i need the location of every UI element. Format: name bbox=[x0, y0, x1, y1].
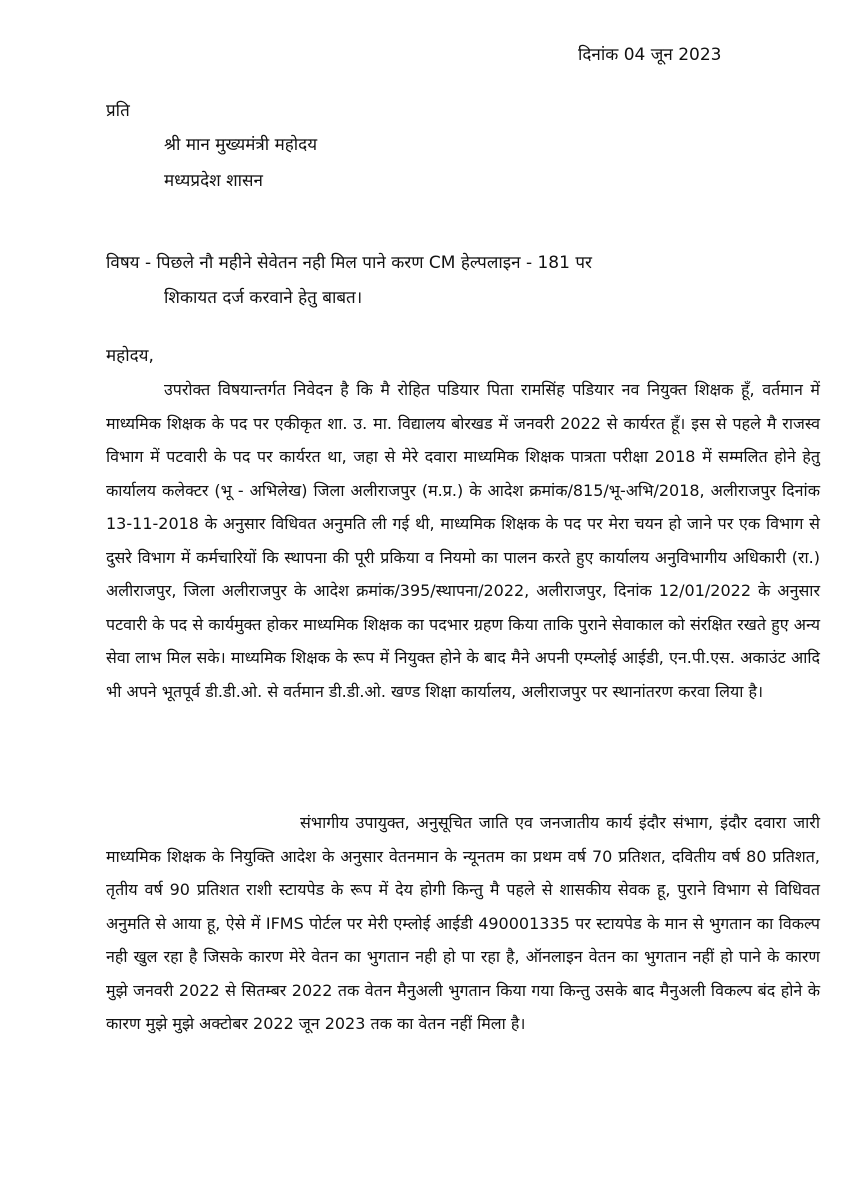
body-paragraph-1: उपरोक्त विषयान्तर्गत निवेदन है कि मै रोहित पडियार पिता रामसिंह पडियार नव नियुक्त शिक्षक हूँ, वर्तमान में माध्यमिक शिक्षक के पद पर एकीकृत शा. उ. मा. विद्यालय बोरखड में जनवरी 2022 से कार्यरत हूँ। इस से पहले मै राजस्व विभाग में पटवारी के पद पर कार्यरत था, जहा से मेरे दवारा माध्यमिक शिक्षक पात्रता परीक्षा 2018 में सम्मलित होने हेतु कार्यालय कलेक्टर (भू - अभिलेख) जिला अलीराजपुर (म.प्र.) के आदेश क्रमांक/815/भू-अभि/2018, अलीराजपुर दिनांक 13-11-2018 के अनुसार विधिवत अनुमति ली गई थी, माध्यमिक शिक्षक के पद पर मेरा चयन हो जाने पर एक विभाग से दुसरे विभाग में कर्मचारियों कि स्थापना की पूरी प्रकिया व नियमो का पालन करते हुए कार्यालय अनुविभागीय अधिकारी (रा.) अलीराजपुर, जिला अलीराजपुर के आदेश क्रमांक/395/स्थापना/2022, अलीराजपुर, दिनांक 12/01/2022 के अनुसार पटवारी के पद से कार्यमुक्त होकर माध्यमिक शिक्षक का पदभार ग्रहण किया ताकि पुराने सेवाकाल को संरक्षित रखते हुए अन्य सेवा लाभ मिल सके। माध्यमिक शिक्षक के रूप में नियुक्त होने के बाद मैने अपनी एम्प्लोई आईडी, एन.पी.एस. अकाउंट आदि भी अपने भूतपूर्व डी.डी.ओ. से वर्तमान डी.डी.ओ. खण्ड शिक्षा कार्यालय, अलीराजपुर पर स्थानांतरण करवा लिया है। bbox=[106, 380, 820, 701]
subject-line-1: विषय - पिछले नौ महीने सेवेतन नही मिल पाने करण CM हेल्पलाइन - 181 पर bbox=[106, 253, 592, 273]
salutation: महोदय, bbox=[106, 346, 154, 366]
to-label: प्रति bbox=[106, 101, 130, 121]
addressee-line-2: मध्यप्रदेश शासन bbox=[164, 171, 263, 191]
addressee-line-1: श्री मान मुख्यमंत्री महोदय bbox=[164, 135, 318, 155]
subject-line-2: शिकायत दर्ज करवाने हेतु बाबत। bbox=[164, 288, 363, 308]
letter-date: दिनांक 04 जून 2023 bbox=[578, 45, 722, 65]
body-paragraph-2: संभागीय उपायुक्त, अनुसूचित जाति एव जनजातीय कार्य इंदौर संभाग, इंदौर दवारा जारी माध्यमिक शिक्षक के नियुक्ति आदेश के अनुसार वेतनमान के न्यूनतम का प्रथम वर्ष 70 प्रतिशत, दवितीय वर्ष 80 प्रतिशत, तृतीय वर्ष 90 प्रतिशत राशी स्टायपेड के रूप में देय होगी किन्तु मै पहले से शासकीय सेवक हू, पुराने विभाग से विधिवत अनुमति से आया हू, ऐसे में IFMS पोर्टल पर मेरी एम्लोई आईडी 490001335 पर स्टायपेड के मान से भुगतान का विकल्प नही खुल रहा है जिसके कारण मेरे वेतन का भुगतान नही हो पा रहा है, ऑनलाइन वेतन का भुगतान नहीं हो पाने के कारण मुझे जनवरी 2022 से सितम्बर 2022 तक वेतन मैनुअली भुगतान किया गया किन्तु उसके बाद मैनुअली विकल्प बंद होने के कारण मुझे मुझे अक्टोबर 2022 जून 2023 तक का वेतन नहीं मिला है। bbox=[106, 813, 820, 1033]
